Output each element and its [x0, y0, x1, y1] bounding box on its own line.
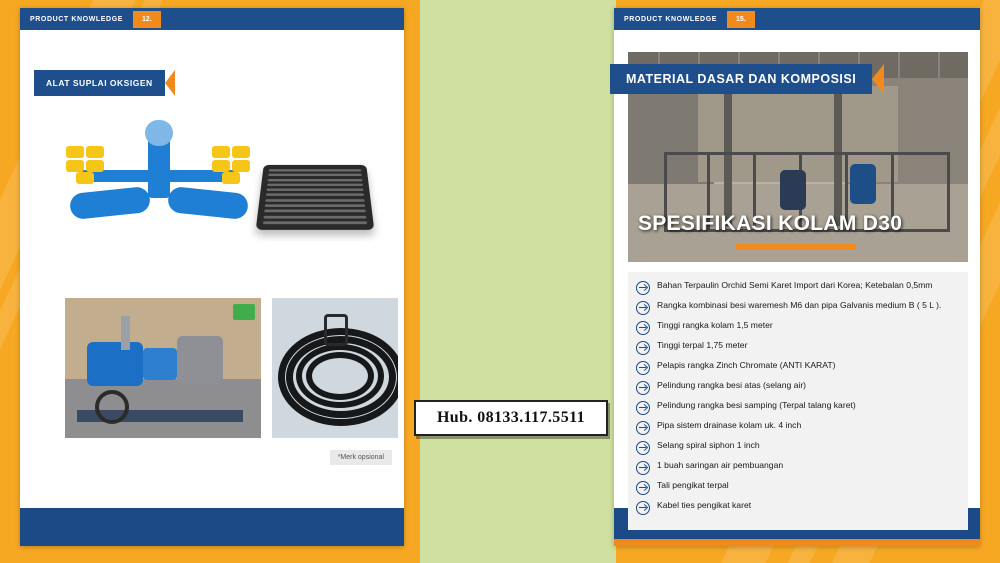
aerator-paddle — [66, 146, 108, 186]
arrow-circle-icon — [636, 441, 650, 455]
ribbon-arrow-icon — [872, 64, 884, 94]
arrow-circle-icon — [636, 361, 650, 375]
caption-underline — [736, 244, 856, 250]
product-knowledge-label: PRODUCT KNOWLEDGE — [20, 11, 133, 28]
center-band — [420, 0, 616, 563]
slide-left-title-ribbon — [34, 70, 175, 96]
arrow-circle-icon — [636, 501, 650, 515]
list-item — [636, 280, 960, 295]
slide-left-header — [20, 8, 161, 30]
list-item — [636, 340, 960, 355]
page-number-left: 12. — [133, 11, 161, 28]
phone-callout-box — [414, 400, 608, 436]
arrow-circle-icon — [636, 421, 650, 435]
footnote-merk-opsional: *Merk opsional — [330, 450, 392, 465]
list-item-label: Rangka kombinasi besi waremesh M6 dan pipa Galvanis medium B ( 5 L ). — [657, 300, 942, 310]
arrow-circle-icon — [636, 301, 650, 315]
slide-left-footer-band — [20, 508, 404, 546]
list-item-label: Pelindung rangka besi atas (selang air) — [657, 380, 807, 390]
arrow-circle-icon — [636, 461, 650, 475]
list-item-label: Kabel ties pengikat karet — [657, 500, 752, 510]
aerator-paddle — [212, 146, 254, 186]
list-item — [636, 460, 960, 475]
list-item — [636, 320, 960, 335]
list-item-label: Tali pengikat terpal — [657, 480, 729, 490]
worker-figure — [780, 170, 806, 210]
photo-caption: SPESIFIKASI KOLAM D30 — [638, 212, 903, 235]
list-item — [636, 300, 960, 315]
arrow-circle-icon — [636, 381, 650, 395]
list-item — [636, 380, 960, 395]
list-item-label: Bahan Terpaulin Orchid Semi Karet Import dari Korea; Ketebalan 0,5mm — [657, 280, 933, 290]
arrow-circle-icon — [636, 281, 650, 295]
air-diffuser-grid-photo — [256, 165, 375, 230]
arrow-circle-icon — [636, 341, 650, 355]
slide-left-title: ALAT SUPLAI OKSIGEN — [34, 70, 165, 96]
worker-figure — [850, 164, 876, 204]
arrow-circle-icon — [636, 401, 650, 415]
list-item — [636, 480, 960, 495]
slide-left — [20, 8, 404, 546]
aerator-float — [69, 186, 151, 220]
slide-right-title: MATERIAL DASAR DAN KOMPOSISI — [610, 64, 872, 94]
aerator-float — [167, 186, 249, 220]
list-item — [636, 420, 960, 435]
list-item — [636, 360, 960, 375]
list-item-label: Pelapis rangka Zinch Chromate (ANTI KARAT) — [657, 360, 836, 370]
list-item-label: Selang spiral siphon 1 inch — [657, 440, 760, 450]
list-item — [636, 440, 960, 455]
page-number-right: 15. — [727, 11, 755, 28]
slide-left-image-area — [20, 98, 404, 478]
slide-right-header — [614, 8, 755, 30]
diffuser-bars — [263, 169, 367, 224]
list-item-label: Pipa sistem drainase kolam uk. 4 inch — [657, 420, 802, 430]
ribbon-arrow-icon — [165, 70, 175, 96]
black-hose-coil-photo — [272, 298, 398, 438]
list-item-label: Tinggi rangka kolam 1,5 meter — [657, 320, 773, 330]
aerator-tank — [145, 120, 173, 146]
paddle-wheel-aerator-illustration — [60, 118, 260, 238]
list-item — [636, 500, 960, 515]
list-item-label: Pelindung rangka besi samping (Terpal talang karet) — [657, 400, 856, 410]
arrow-circle-icon — [636, 481, 650, 495]
list-item — [636, 400, 960, 415]
specification-list — [628, 272, 968, 530]
list-item-label: 1 buah saringan air pembuangan — [657, 460, 784, 470]
phone-number-text: Hub. 08133.117.5511 — [436, 409, 586, 426]
list-item-label: Tinggi terpal 1,75 meter — [657, 340, 748, 350]
footer-accent-strip — [614, 539, 980, 546]
product-knowledge-label: PRODUCT KNOWLEDGE — [614, 11, 727, 28]
blower-pump-machine-photo — [65, 298, 261, 438]
arrow-circle-icon — [636, 321, 650, 335]
slide-right-title-ribbon — [610, 64, 884, 94]
